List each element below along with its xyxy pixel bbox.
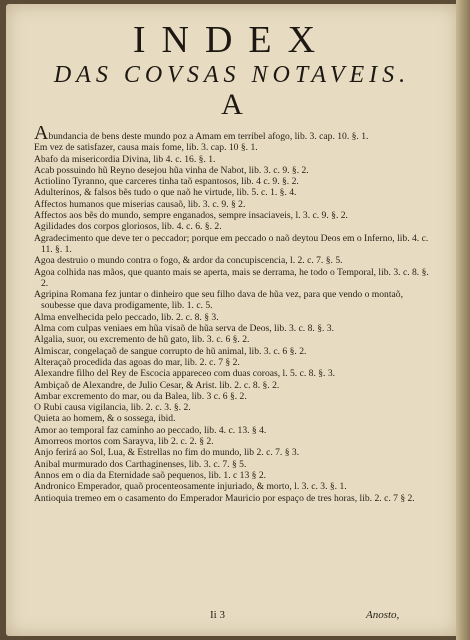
index-entry: Actiolino Tyranno, que carceres tinha taõ espantosos, lib. 4 c. 9. §. 2. [34,176,299,188]
page-subtitle: DAS COVSAS NOTAVEIS. [53,62,411,88]
index-entry: Amor ao temporal faz caminho ao peccado, lib. 4. c. 13. § 4. [34,424,267,436]
index-entry: Agripina Romana fez juntar o dinheiro que seu filho dava de hũa vez, para que vendo o montaõ, soubesse que dava prodigamente, lib. 1. c. 5. [34,289,403,312]
index-entry: Amorreos mortos com Sarayva, lib 2. c. 2. § 2. [34,436,214,448]
index-entry: Anjo ferirá ao Sol, Lua, & Estrellas no fim do mundo, lib 2. c. 7. § 3. [34,447,300,459]
index-entry: Alteraçaõ procedida das agoas do mar, lib. 2. c. 7 § 2. [34,356,240,368]
index-entry: Algalia, suor, ou excremento de hũ gato, lib. 3. c. 6 §. 2. [34,334,250,346]
index-entry: Andronico Emperador, quaõ procenteosamente injuriado, & morto, l. 3. c. 3. §. 1. [34,481,347,493]
index-entry: Annos em o dia da Eternidade saõ pequenos, lib. 1. c 13 § 2. [34,469,267,481]
book-page [6,4,458,636]
index-entry: Acab possuindo hũ Reyno desejou hũa vinha de Nabot, lib. 3. c. 9. §. 2. [34,164,309,176]
index-entry: Agoa destruio o mundo contra o fogo, & ardor da concupiscencia, l. 2. c. 7. §. 5. [34,255,343,267]
section-letter: A [221,88,243,121]
index-entry: Alma envelhecida pelo peccado, lib. 2. c. 8. § 3. [34,311,219,323]
page-edge [456,0,470,640]
index-entry: Agoa colhida nas mãos, que quanto mais se aperta, mais se derrama, he todo o Temporal, lib. 3. c. 8. §. 2. [34,266,429,289]
index-entry: Anibal murmurado dos Carthaginenses, lib. 3. c. 7. § 5. [34,458,247,470]
index-entry: Abundancia de bens deste mundo poz a Amam em terribel afogo, lib. 3. cap. 10. §. 1. [34,122,369,144]
page-title: INDEX [132,19,332,61]
index-entry: Abafo da misericordia Divina, lib 4. c. 16. §. 1. [34,153,216,165]
index-entry: Agilidades dos corpos gloriosos, lib. 4. c. 6. §. 2. [34,221,222,233]
index-entry: Quieta ao homem, & o sossega, ibid. [34,413,176,425]
index-entry: Almiscar, congelaçaõ de sangue corrupto de hũ animal, lib. 3. c. 6 §. 2. [34,345,307,357]
index-entry: Ambiçaõ de Alexandre, de Julio Cesar, & Arist. lib. 2. c. 8. §. 2. [34,379,280,391]
catchword: Anosto, [366,609,400,621]
index-entry: Adulterinos, & falsos bẽs tudo o que naõ he virtude, lib. 5. c. 1. §. 4. [34,187,297,199]
index-entry: Em vez de satisfazer, causa mais fome, lib. 3. cap. 10 §. 1. [34,142,258,154]
index-entry: Ambar excremento do mar, ou da Balea, lib. 3 c. 6 §. 2. [34,390,247,402]
index-entry: Affectos humanos que miserias causaõ, lib. 3. c. 9. § 2. [34,198,246,210]
page-signature: Ii 3 [210,609,225,621]
index-entry: O Rubi causa vigilancia, lib. 2. c. 3. §. 2. [34,402,191,414]
index-entry: Agradecimento que deve ter o peccador; porque em peccado o naõ deytou Deos em o Inferno, lib. 4. c. 11. §. 1. [34,232,429,255]
index-entry: Alma com culpas veniaes em hũa visaõ de hũa serva de Deos, lib. 3. c. 8. §. 3. [34,323,334,335]
index-entry: Antioquia tremeo em o casamento do Emperador Mauricio por espaço de tres horas, lib. 2. c. 7 § 2. [34,492,415,504]
index-entry: Affectos aos bẽs do mundo, sempre enganados, sempre insaciaveis, l. 3. c. 9. §. 2. [34,210,348,222]
index-entry: Alexandre filho del Rey de Escocia appareceo com duas coroas, l. 5. c. 8. §. 3. [34,368,336,380]
index-entries [34,122,432,504]
